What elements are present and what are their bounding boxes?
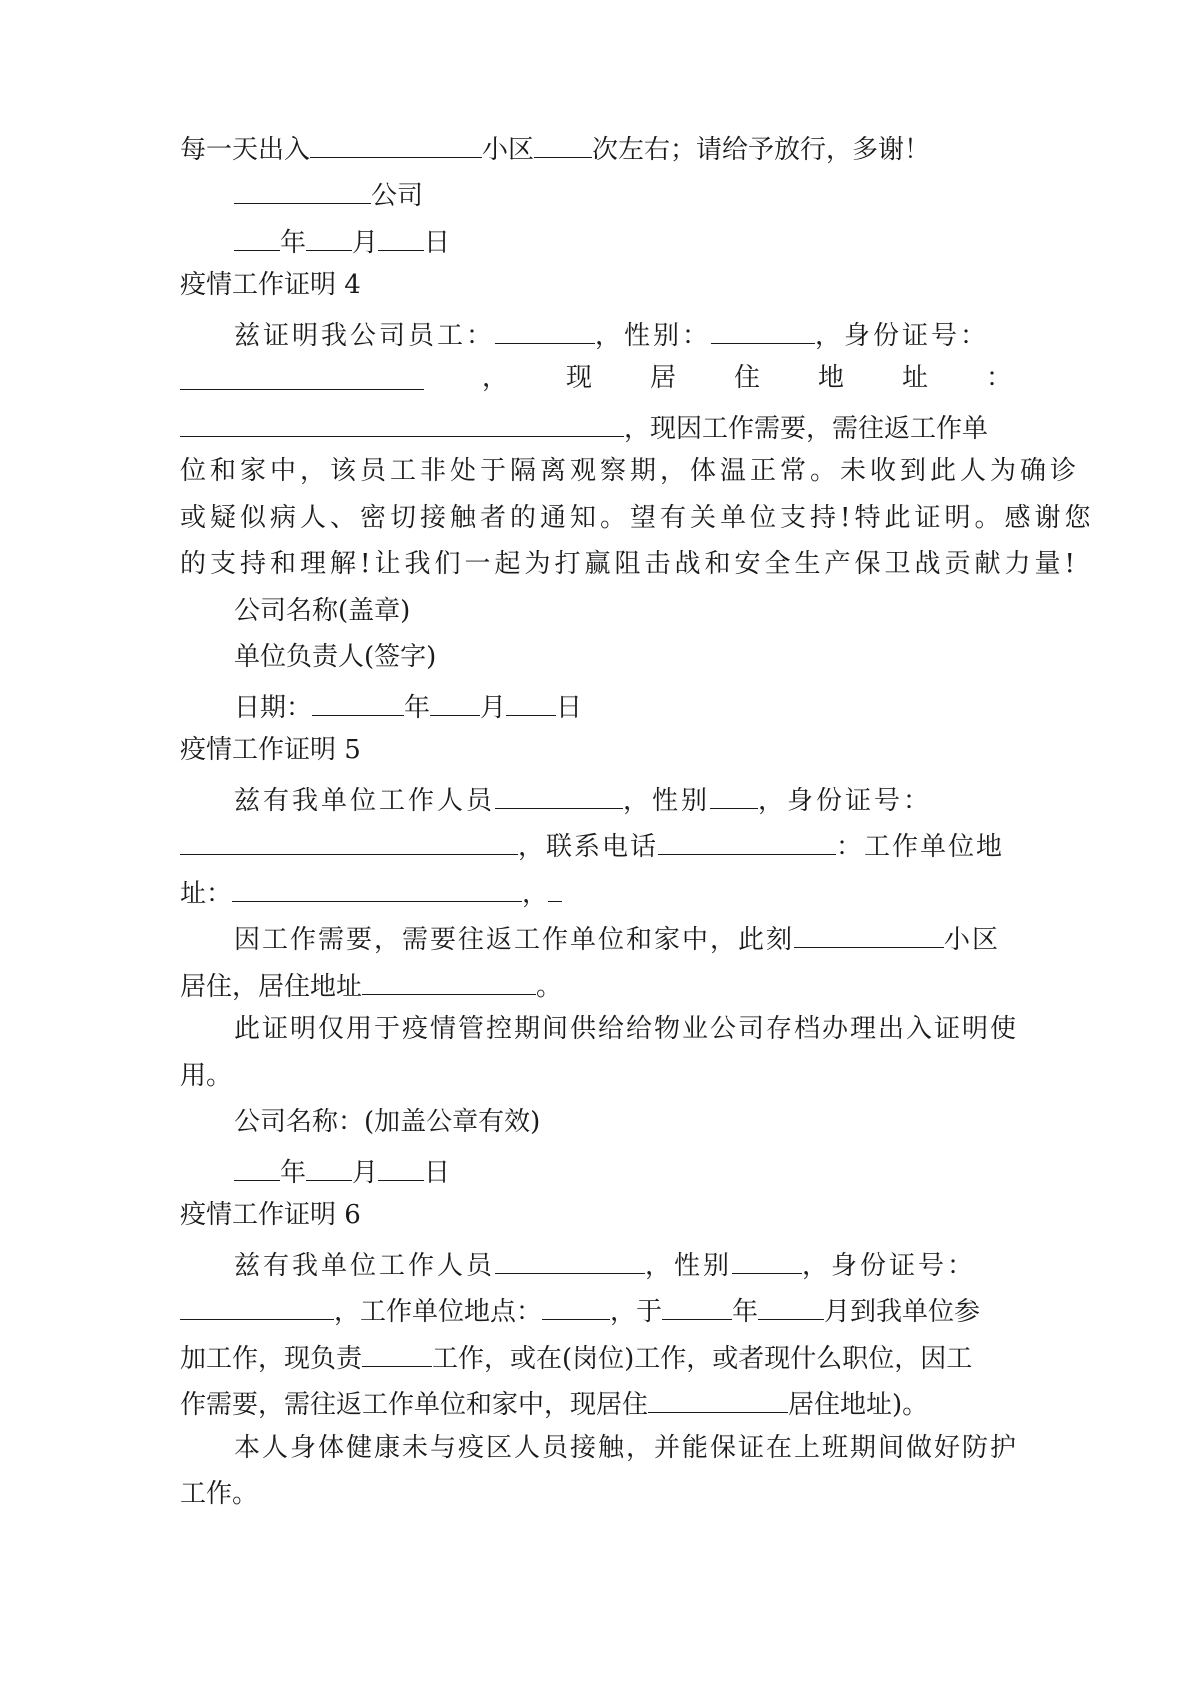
text: ：工作单位地 <box>836 832 1005 862</box>
paragraph-line <box>180 127 1012 165</box>
blank-field <box>495 313 595 344</box>
blank-field <box>542 1289 610 1320</box>
text: 地 <box>817 363 844 393</box>
text: 年 <box>280 228 307 258</box>
text: 居 <box>649 363 676 393</box>
blank-field <box>310 127 482 158</box>
blank-field <box>232 871 522 902</box>
blank-field <box>378 220 424 251</box>
paragraph-line <box>234 1243 1012 1281</box>
blank-field <box>648 1382 788 1413</box>
text: ，性别 <box>645 1251 733 1281</box>
blank-field <box>306 220 352 251</box>
paragraph-line <box>234 313 1012 351</box>
text: ，身份证号： <box>815 321 990 351</box>
paragraph-line <box>234 778 1012 816</box>
date-line <box>234 685 1012 723</box>
text: 住 <box>733 363 760 393</box>
text: 日 <box>424 1158 451 1188</box>
blank-field <box>180 359 424 390</box>
paragraph-line <box>180 359 1012 397</box>
text: ，性别 <box>623 786 711 816</box>
blank-field <box>234 173 371 204</box>
text: ： <box>985 363 1012 393</box>
blank-field <box>430 685 480 716</box>
text: 月 <box>480 693 507 723</box>
text: 兹有我单位工作人员 <box>234 786 496 816</box>
paragraph-line: 的支持和理解!让我们一起为打赢阻击战和安全生产保卫战贡献力量! <box>180 549 1079 579</box>
text: 居住地址)。 <box>788 1390 929 1420</box>
blank-field <box>180 406 624 437</box>
blank-field <box>732 1243 802 1274</box>
text: 日 <box>424 228 451 258</box>
blank-field <box>794 917 944 948</box>
text: 公司 <box>371 181 424 211</box>
unit-leader-signature: 单位负责人(签字) <box>234 642 437 672</box>
paragraph-line <box>180 406 1012 444</box>
text: 加工作，现负责 <box>180 1344 363 1374</box>
text: 址： <box>180 879 233 909</box>
paragraph-line <box>180 1289 1012 1327</box>
blank-field <box>506 685 556 716</box>
blank-field <box>495 1243 645 1274</box>
paragraph-line: 本人身体健康未与疫区人员接触，并能保证在上班期间做好防护 <box>234 1433 1019 1463</box>
text: 因工作需要，需要往返工作单位和家中，此刻 <box>234 925 795 955</box>
paragraph-line: 用。 <box>180 1061 233 1091</box>
text: 日期： <box>234 693 313 723</box>
blank-field <box>495 778 623 809</box>
text: 次左右；请给予放行，多谢！ <box>592 135 931 165</box>
text: ， <box>481 363 508 393</box>
paragraph-line <box>234 917 1012 955</box>
blank-field <box>234 220 280 251</box>
blank-field <box>658 824 836 855</box>
company-line <box>234 173 1012 211</box>
text: ，联系电话 <box>518 832 659 862</box>
text: 月 <box>352 1158 379 1188</box>
text: 年 <box>732 1297 759 1327</box>
blank-field <box>362 1336 432 1367</box>
text: 现 <box>565 363 592 393</box>
text: 兹证明我公司员工： <box>234 321 496 351</box>
paragraph-line <box>180 824 1012 862</box>
text: ，工作单位地点： <box>334 1297 543 1327</box>
section-heading: 疫情工作证明 4 <box>180 270 361 300</box>
text: 址 <box>901 363 928 393</box>
text: 月到我单位参 <box>824 1297 981 1327</box>
blank-field <box>534 127 592 158</box>
text: ，性别： <box>595 321 712 351</box>
text: 月 <box>352 228 379 258</box>
paragraph-line: 工作。 <box>180 1479 259 1509</box>
company-name-seal: 公司名称：(加盖公章有效) <box>234 1107 541 1137</box>
text: ，身份证号： <box>758 786 933 816</box>
text: 。 <box>536 972 563 1002</box>
date-line <box>234 1150 1012 1188</box>
paragraph-line <box>180 964 1012 1002</box>
text: 兹有我单位工作人员 <box>234 1251 496 1281</box>
text: 每一天出入 <box>180 135 311 165</box>
text: 年 <box>280 1158 307 1188</box>
text: 作需要，需往返工作单位和家中，现居住 <box>180 1390 649 1420</box>
section-heading: 疫情工作证明 6 <box>180 1200 361 1230</box>
blank-field <box>710 778 758 809</box>
paragraph-line: 位和家中，该员工非处于隔离观察期，体温正常。未收到此人为确诊 <box>180 456 1081 486</box>
blank-field <box>378 1150 424 1181</box>
text: 小区 <box>482 135 535 165</box>
text: ，身份证号： <box>802 1251 977 1281</box>
company-name-seal: 公司名称(盖章) <box>234 596 411 626</box>
paragraph-line <box>180 1382 1012 1420</box>
paragraph-line <box>180 1336 1012 1374</box>
section-heading: 疫情工作证明 5 <box>180 735 361 765</box>
blank-field <box>180 1289 334 1320</box>
blank-field <box>312 685 404 716</box>
date-line <box>234 220 1012 258</box>
paragraph-line: 或疑似病人、密切接触者的通知。望有关单位支持!特此证明。感谢您 <box>180 503 1095 533</box>
paragraph-line: 此证明仅用于疫情管控期间供给给物业公司存档办理出入证明使 <box>234 1014 1019 1044</box>
blank-field <box>758 1289 824 1320</box>
blank-field <box>548 871 562 902</box>
text: 小区 <box>944 925 1001 955</box>
text: ，于 <box>610 1297 663 1327</box>
text: 居住，居住地址 <box>180 972 363 1002</box>
paragraph-line <box>180 871 1012 909</box>
text: 年 <box>404 693 431 723</box>
text: 工作，或在(岗位)工作，或者现什么职位，因工 <box>432 1344 973 1374</box>
text: 日 <box>556 693 583 723</box>
text: ， <box>522 879 549 909</box>
blank-field <box>711 313 815 344</box>
blank-field <box>662 1289 732 1320</box>
blank-field <box>362 964 536 995</box>
blank-field <box>234 1150 280 1181</box>
blank-field <box>180 824 518 855</box>
text: ，现因工作需要，需往返工作单 <box>624 414 989 444</box>
blank-field <box>306 1150 352 1181</box>
